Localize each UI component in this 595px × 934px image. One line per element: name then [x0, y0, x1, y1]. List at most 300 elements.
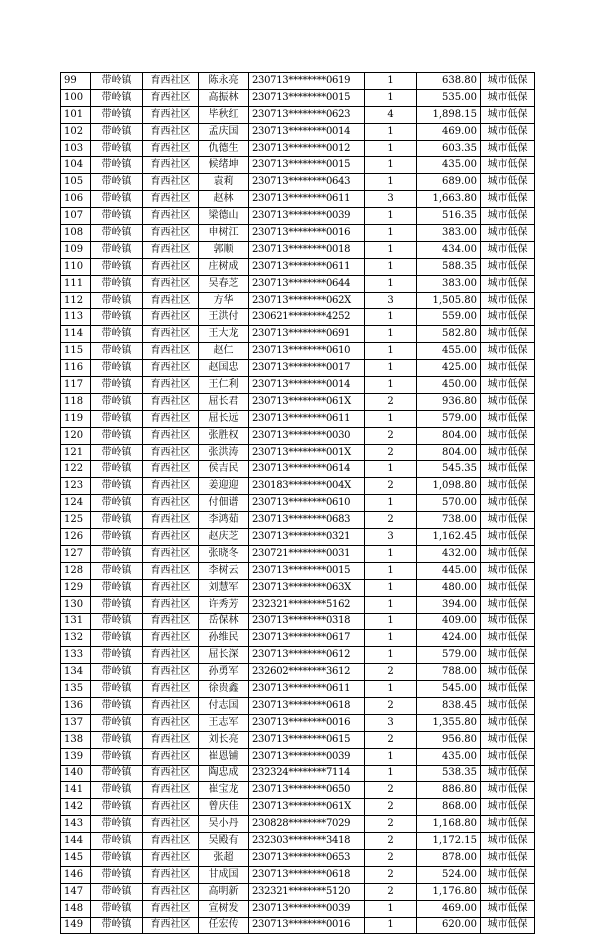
aid-type-cell: 城市低保 [481, 140, 535, 157]
aid-type-cell: 城市低保 [481, 191, 535, 208]
aid-type-cell: 城市低保 [481, 225, 535, 242]
town-cell: 带岭镇 [91, 377, 143, 394]
name-cell: 张洪涛 [199, 444, 249, 461]
table-row [61, 613, 535, 630]
amount-cell: 434.00 [417, 241, 481, 258]
town-cell: 带岭镇 [91, 630, 143, 647]
table-row [61, 478, 535, 495]
community-cell: 育西社区 [143, 157, 199, 174]
id-number-cell: 230713********0617 [249, 630, 365, 647]
table-row [61, 427, 535, 444]
row-number: 108 [61, 225, 91, 242]
community-cell: 育西社区 [143, 478, 199, 495]
amount-cell: 383.00 [417, 225, 481, 242]
id-number-cell: 230713********0615 [249, 731, 365, 748]
aid-type-cell: 城市低保 [481, 833, 535, 850]
name-cell: 崔宝龙 [199, 782, 249, 799]
amount-cell: 535.00 [417, 89, 481, 106]
town-cell: 带岭镇 [91, 849, 143, 866]
name-cell: 徐贵鑫 [199, 681, 249, 698]
name-cell: 屈长深 [199, 647, 249, 664]
table-row [61, 833, 535, 850]
household-count-cell: 1 [365, 596, 417, 613]
row-number: 105 [61, 174, 91, 191]
table-row [61, 495, 535, 512]
town-cell: 带岭镇 [91, 900, 143, 917]
name-cell: 赵仁 [199, 343, 249, 360]
amount-cell: 394.00 [417, 596, 481, 613]
row-number: 123 [61, 478, 91, 495]
name-cell: 姜迎迎 [199, 478, 249, 495]
town-cell: 带岭镇 [91, 225, 143, 242]
town-cell: 带岭镇 [91, 596, 143, 613]
name-cell: 屈长君 [199, 393, 249, 410]
row-number: 136 [61, 697, 91, 714]
name-cell: 孙勇军 [199, 664, 249, 681]
town-cell: 带岭镇 [91, 157, 143, 174]
amount-cell: 838.45 [417, 697, 481, 714]
id-number-cell: 232321********5120 [249, 883, 365, 900]
town-cell: 带岭镇 [91, 579, 143, 596]
community-cell: 育西社区 [143, 140, 199, 157]
id-number-cell: 230713********0018 [249, 241, 365, 258]
row-number: 142 [61, 799, 91, 816]
row-number: 134 [61, 664, 91, 681]
name-cell: 付志国 [199, 697, 249, 714]
community-cell: 育西社区 [143, 596, 199, 613]
aid-type-cell: 城市低保 [481, 478, 535, 495]
row-number: 110 [61, 258, 91, 275]
town-cell: 带岭镇 [91, 410, 143, 427]
aid-type-cell: 城市低保 [481, 545, 535, 562]
table-row [61, 326, 535, 343]
id-number-cell: 230713********0321 [249, 529, 365, 546]
table-row [61, 258, 535, 275]
name-cell: 仇德生 [199, 140, 249, 157]
aid-type-cell: 城市低保 [481, 377, 535, 394]
row-number: 119 [61, 410, 91, 427]
amount-cell: 804.00 [417, 427, 481, 444]
aid-type-cell: 城市低保 [481, 89, 535, 106]
household-count-cell: 1 [365, 73, 417, 90]
name-cell: 方华 [199, 292, 249, 309]
id-number-cell: 230828********7029 [249, 816, 365, 833]
household-count-cell: 1 [365, 377, 417, 394]
amount-cell: 886.80 [417, 782, 481, 799]
table-row [61, 174, 535, 191]
table-row [61, 275, 535, 292]
row-number: 145 [61, 849, 91, 866]
aid-type-cell: 城市低保 [481, 241, 535, 258]
community-cell: 育西社区 [143, 377, 199, 394]
row-number: 137 [61, 714, 91, 731]
row-number: 107 [61, 208, 91, 225]
name-cell: 李树云 [199, 562, 249, 579]
table-row [61, 714, 535, 731]
amount-cell: 524.00 [417, 866, 481, 883]
row-number: 144 [61, 833, 91, 850]
table-row [61, 461, 535, 478]
town-cell: 带岭镇 [91, 174, 143, 191]
aid-type-cell: 城市低保 [481, 275, 535, 292]
household-count-cell: 2 [365, 697, 417, 714]
table-body [61, 73, 535, 934]
table-row [61, 309, 535, 326]
table-row [61, 529, 535, 546]
community-cell: 育西社区 [143, 225, 199, 242]
town-cell: 带岭镇 [91, 799, 143, 816]
id-number-cell: 230713********0015 [249, 89, 365, 106]
amount-cell: 469.00 [417, 123, 481, 140]
id-number-cell: 230713********0014 [249, 123, 365, 140]
community-cell: 育西社区 [143, 208, 199, 225]
table-row [61, 545, 535, 562]
aid-type-cell: 城市低保 [481, 765, 535, 782]
name-cell: 张胜权 [199, 427, 249, 444]
household-count-cell: 3 [365, 529, 417, 546]
name-cell: 高明新 [199, 883, 249, 900]
town-cell: 带岭镇 [91, 833, 143, 850]
community-cell: 育西社区 [143, 123, 199, 140]
aid-type-cell: 城市低保 [481, 174, 535, 191]
row-number: 138 [61, 731, 91, 748]
id-number-cell: 230713********0016 [249, 917, 365, 934]
community-cell: 育西社区 [143, 343, 199, 360]
town-cell: 带岭镇 [91, 816, 143, 833]
row-number: 129 [61, 579, 91, 596]
id-number-cell: 230713********0611 [249, 681, 365, 698]
table-row [61, 89, 535, 106]
name-cell: 袁莉 [199, 174, 249, 191]
id-number-cell: 230713********0012 [249, 140, 365, 157]
household-count-cell: 1 [365, 647, 417, 664]
town-cell: 带岭镇 [91, 461, 143, 478]
town-cell: 带岭镇 [91, 681, 143, 698]
row-number: 118 [61, 393, 91, 410]
community-cell: 育西社区 [143, 900, 199, 917]
amount-cell: 868.00 [417, 799, 481, 816]
amount-cell: 455.00 [417, 343, 481, 360]
amount-cell: 450.00 [417, 377, 481, 394]
row-number: 126 [61, 529, 91, 546]
row-number: 135 [61, 681, 91, 698]
table-row [61, 106, 535, 123]
household-count-cell: 1 [365, 630, 417, 647]
id-number-cell: 230713********0318 [249, 613, 365, 630]
community-cell: 育西社区 [143, 849, 199, 866]
household-count-cell: 1 [365, 140, 417, 157]
id-number-cell: 232324********7114 [249, 765, 365, 782]
table-row [61, 731, 535, 748]
household-count-cell: 1 [365, 917, 417, 934]
table-row [61, 917, 535, 934]
household-count-cell: 1 [365, 174, 417, 191]
amount-cell: 1,172.15 [417, 833, 481, 850]
town-cell: 带岭镇 [91, 697, 143, 714]
town-cell: 带岭镇 [91, 275, 143, 292]
row-number: 149 [61, 917, 91, 934]
name-cell: 赵林 [199, 191, 249, 208]
table-row [61, 360, 535, 377]
aid-type-cell: 城市低保 [481, 647, 535, 664]
household-count-cell: 1 [365, 241, 417, 258]
name-cell: 赵庆芝 [199, 529, 249, 546]
town-cell: 带岭镇 [91, 883, 143, 900]
id-number-cell: 230713********0610 [249, 495, 365, 512]
community-cell: 育西社区 [143, 174, 199, 191]
aid-type-cell: 城市低保 [481, 106, 535, 123]
row-number: 113 [61, 309, 91, 326]
row-number: 148 [61, 900, 91, 917]
town-cell: 带岭镇 [91, 782, 143, 799]
amount-cell: 516.35 [417, 208, 481, 225]
household-count-cell: 1 [365, 275, 417, 292]
table-row [61, 664, 535, 681]
amount-cell: 620.00 [417, 917, 481, 934]
row-number: 141 [61, 782, 91, 799]
town-cell: 带岭镇 [91, 258, 143, 275]
row-number: 146 [61, 866, 91, 883]
aid-type-cell: 城市低保 [481, 714, 535, 731]
id-number-cell: 230713********0653 [249, 849, 365, 866]
household-count-cell: 3 [365, 191, 417, 208]
row-number: 115 [61, 343, 91, 360]
town-cell: 带岭镇 [91, 545, 143, 562]
table-row [61, 225, 535, 242]
community-cell: 育西社区 [143, 258, 199, 275]
name-cell: 候绪坤 [199, 157, 249, 174]
amount-cell: 638.80 [417, 73, 481, 90]
name-cell: 高振林 [199, 89, 249, 106]
row-number: 117 [61, 377, 91, 394]
id-number-cell: 230713********0618 [249, 866, 365, 883]
amount-cell: 804.00 [417, 444, 481, 461]
aid-type-cell: 城市低保 [481, 495, 535, 512]
amount-cell: 936.80 [417, 393, 481, 410]
table-row [61, 900, 535, 917]
aid-type-cell: 城市低保 [481, 461, 535, 478]
household-count-cell: 2 [365, 478, 417, 495]
town-cell: 带岭镇 [91, 512, 143, 529]
amount-cell: 383.00 [417, 275, 481, 292]
table-row [61, 157, 535, 174]
id-number-cell: 230713********0015 [249, 562, 365, 579]
aid-type-cell: 城市低保 [481, 596, 535, 613]
amount-cell: 1,162.45 [417, 529, 481, 546]
household-count-cell: 1 [365, 258, 417, 275]
community-cell: 育西社区 [143, 106, 199, 123]
town-cell: 带岭镇 [91, 292, 143, 309]
community-cell: 育西社区 [143, 461, 199, 478]
row-number: 131 [61, 613, 91, 630]
row-number: 122 [61, 461, 91, 478]
aid-type-cell: 城市低保 [481, 630, 535, 647]
table-row [61, 849, 535, 866]
aid-type-cell: 城市低保 [481, 748, 535, 765]
town-cell: 带岭镇 [91, 714, 143, 731]
aid-type-cell: 城市低保 [481, 360, 535, 377]
aid-type-cell: 城市低保 [481, 343, 535, 360]
table-row [61, 512, 535, 529]
name-cell: 王大龙 [199, 326, 249, 343]
aid-type-cell: 城市低保 [481, 326, 535, 343]
community-cell: 育西社区 [143, 326, 199, 343]
aid-type-cell: 城市低保 [481, 731, 535, 748]
id-number-cell: 230713********0016 [249, 714, 365, 731]
row-number: 99 [61, 73, 91, 90]
row-number: 111 [61, 275, 91, 292]
amount-cell: 409.00 [417, 613, 481, 630]
aid-type-cell: 城市低保 [481, 697, 535, 714]
amount-cell: 545.35 [417, 461, 481, 478]
name-cell: 甘成国 [199, 866, 249, 883]
household-count-cell: 2 [365, 512, 417, 529]
aid-type-cell: 城市低保 [481, 664, 535, 681]
town-cell: 带岭镇 [91, 562, 143, 579]
amount-cell: 538.35 [417, 765, 481, 782]
town-cell: 带岭镇 [91, 123, 143, 140]
town-cell: 带岭镇 [91, 495, 143, 512]
household-count-cell: 2 [365, 782, 417, 799]
household-count-cell: 2 [365, 393, 417, 410]
table-row [61, 765, 535, 782]
town-cell: 带岭镇 [91, 647, 143, 664]
household-count-cell: 2 [365, 427, 417, 444]
household-count-cell: 1 [365, 562, 417, 579]
aid-type-cell: 城市低保 [481, 208, 535, 225]
household-count-cell: 1 [365, 613, 417, 630]
name-cell: 赵国忠 [199, 360, 249, 377]
community-cell: 育西社区 [143, 410, 199, 427]
household-count-cell: 1 [365, 900, 417, 917]
id-number-cell: 230713********0014 [249, 377, 365, 394]
name-cell: 崔恩铺 [199, 748, 249, 765]
row-number: 114 [61, 326, 91, 343]
town-cell: 带岭镇 [91, 73, 143, 90]
community-cell: 育西社区 [143, 664, 199, 681]
name-cell: 庄树成 [199, 258, 249, 275]
table-row [61, 681, 535, 698]
name-cell: 孟庆国 [199, 123, 249, 140]
household-count-cell: 1 [365, 545, 417, 562]
aid-type-cell: 城市低保 [481, 73, 535, 90]
id-number-cell: 230713********0611 [249, 410, 365, 427]
aid-type-cell: 城市低保 [481, 157, 535, 174]
amount-cell: 1,663.80 [417, 191, 481, 208]
community-cell: 育西社区 [143, 444, 199, 461]
community-cell: 育西社区 [143, 630, 199, 647]
community-cell: 育西社区 [143, 799, 199, 816]
id-number-cell: 230713********0683 [249, 512, 365, 529]
community-cell: 育西社区 [143, 495, 199, 512]
aid-type-cell: 城市低保 [481, 883, 535, 900]
amount-cell: 1,898.15 [417, 106, 481, 123]
name-cell: 孙维民 [199, 630, 249, 647]
household-count-cell: 1 [365, 461, 417, 478]
row-number: 112 [61, 292, 91, 309]
aid-type-cell: 城市低保 [481, 562, 535, 579]
name-cell: 吴殿有 [199, 833, 249, 850]
household-count-cell: 1 [365, 123, 417, 140]
community-cell: 育西社区 [143, 562, 199, 579]
aid-type-cell: 城市低保 [481, 849, 535, 866]
aid-type-cell: 城市低保 [481, 309, 535, 326]
name-cell: 陶忠成 [199, 765, 249, 782]
id-number-cell: 230713********0643 [249, 174, 365, 191]
row-number: 102 [61, 123, 91, 140]
name-cell: 付佃谱 [199, 495, 249, 512]
amount-cell: 579.00 [417, 647, 481, 664]
row-number: 100 [61, 89, 91, 106]
household-count-cell: 1 [365, 326, 417, 343]
aid-type-cell: 城市低保 [481, 529, 535, 546]
community-cell: 育西社区 [143, 579, 199, 596]
name-cell: 郭顺 [199, 241, 249, 258]
aid-type-cell: 城市低保 [481, 393, 535, 410]
amount-cell: 956.80 [417, 731, 481, 748]
town-cell: 带岭镇 [91, 360, 143, 377]
id-number-cell: 230713********0030 [249, 427, 365, 444]
town-cell: 带岭镇 [91, 89, 143, 106]
community-cell: 育西社区 [143, 883, 199, 900]
town-cell: 带岭镇 [91, 326, 143, 343]
id-number-cell: 230713********0610 [249, 343, 365, 360]
id-number-cell: 230713********0015 [249, 157, 365, 174]
community-cell: 育西社区 [143, 714, 199, 731]
id-number-cell: 232602********3612 [249, 664, 365, 681]
community-cell: 育西社区 [143, 681, 199, 698]
aid-type-cell: 城市低保 [481, 799, 535, 816]
row-number: 124 [61, 495, 91, 512]
community-cell: 育西社区 [143, 545, 199, 562]
aid-type-cell: 城市低保 [481, 123, 535, 140]
name-cell: 吴春芝 [199, 275, 249, 292]
aid-type-cell: 城市低保 [481, 681, 535, 698]
table-row [61, 140, 535, 157]
amount-cell: 480.00 [417, 579, 481, 596]
name-cell: 张晓冬 [199, 545, 249, 562]
id-number-cell: 230713********0039 [249, 208, 365, 225]
name-cell: 张超 [199, 849, 249, 866]
amount-cell: 432.00 [417, 545, 481, 562]
name-cell: 宣树发 [199, 900, 249, 917]
community-cell: 育西社区 [143, 512, 199, 529]
name-cell: 李鸿茹 [199, 512, 249, 529]
household-count-cell: 2 [365, 833, 417, 850]
name-cell: 毕秋红 [199, 106, 249, 123]
amount-cell: 878.00 [417, 849, 481, 866]
household-count-cell: 2 [365, 883, 417, 900]
amount-cell: 425.00 [417, 360, 481, 377]
id-number-cell: 230713********061X [249, 799, 365, 816]
household-count-cell: 1 [365, 495, 417, 512]
row-number: 128 [61, 562, 91, 579]
id-number-cell: 230721********0031 [249, 545, 365, 562]
aid-type-cell: 城市低保 [481, 917, 535, 934]
id-number-cell: 230713********0039 [249, 748, 365, 765]
name-cell: 王仁利 [199, 377, 249, 394]
household-count-cell: 1 [365, 360, 417, 377]
household-count-cell: 1 [365, 309, 417, 326]
town-cell: 带岭镇 [91, 917, 143, 934]
row-number: 132 [61, 630, 91, 647]
table-row [61, 444, 535, 461]
amount-cell: 424.00 [417, 630, 481, 647]
town-cell: 带岭镇 [91, 765, 143, 782]
table-row [61, 579, 535, 596]
household-count-cell: 2 [365, 444, 417, 461]
row-number: 130 [61, 596, 91, 613]
